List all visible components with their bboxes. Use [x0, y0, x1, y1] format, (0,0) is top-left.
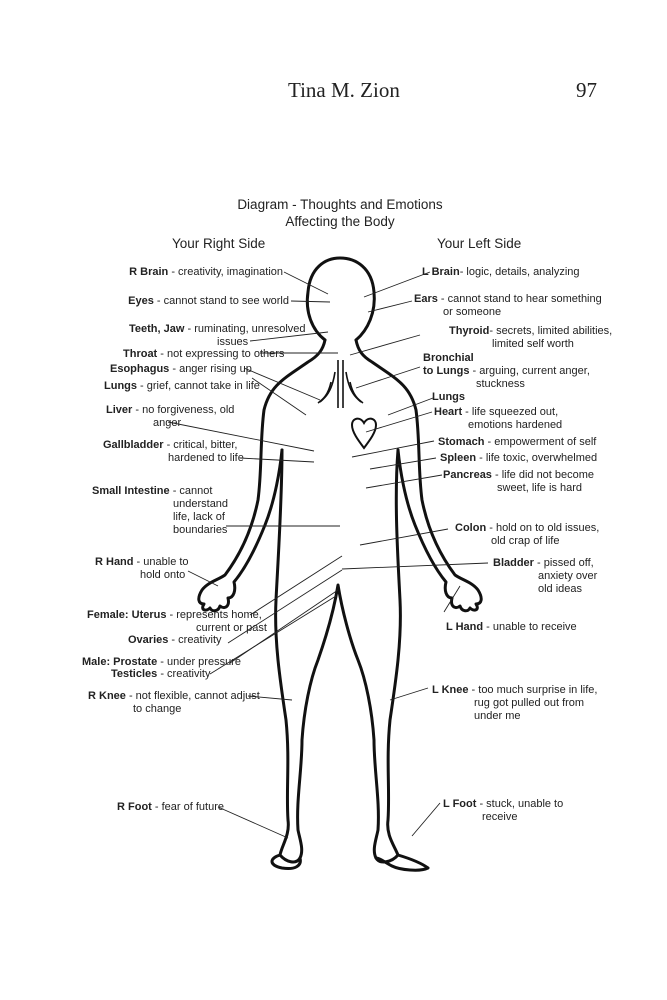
- label-ovaries: Ovaries - creativity: [128, 634, 222, 646]
- label-pancreas: Pancreas - life did not become sweet, life is hard: [443, 469, 595, 494]
- label-bronchial: Bronchial to Lungs - arguing, current anger, stuckness: [423, 352, 590, 390]
- label-colon: Colon - hold on to old issues, old crap of life: [455, 522, 600, 547]
- label-throat: Throat - not expressing to others: [123, 348, 285, 360]
- label-r-knee: R Knee - not flexible, cannot adjust to change: [88, 690, 260, 715]
- bronchial-lines: [318, 360, 363, 408]
- label-r-brain: R Brain - creativity, imagination: [129, 266, 283, 278]
- heart-icon: [352, 419, 376, 448]
- label-small-intestine: Small Intestine - cannot understand life, lack of boundaries: [92, 485, 229, 536]
- page-number: 97: [576, 78, 597, 102]
- label-l-foot: L Foot - stuck, unable to receive: [443, 798, 564, 823]
- label-r-foot: R Foot - fear of future: [117, 801, 224, 813]
- running-header-author: Tina M. Zion: [288, 78, 400, 102]
- label-prostate: Male: Prostate - under pressure: [82, 656, 241, 668]
- label-r-lungs: Lungs - grief, cannot take in life: [104, 380, 260, 392]
- label-bladder: Bladder - pissed off, anxiety over old ideas: [493, 557, 598, 595]
- label-testicles: Testicles - creativity: [111, 668, 211, 680]
- left-side-heading: Your Left Side: [437, 236, 522, 251]
- label-thyroid: Thyroid- secrets, limited abilities, limited self worth: [449, 325, 613, 350]
- label-uterus: Female: Uterus - represents home, current or past: [87, 609, 267, 634]
- label-l-brain: L Brain- logic, details, analyzing: [422, 266, 580, 278]
- label-ears: Ears - cannot stand to hear something or someone: [414, 293, 602, 318]
- label-l-knee: L Knee - too much surprise in life, rug got pulled out from under me: [432, 684, 598, 722]
- label-l-lungs: Lungs: [432, 391, 465, 403]
- diagram-title-line2: Affecting the Body: [285, 214, 395, 229]
- right-side-heading: Your Right Side: [172, 236, 266, 251]
- label-teeth-jaw: Teeth, Jaw - ruminating, unresolved issues: [129, 323, 306, 348]
- label-l-hand: L Hand - unable to receive: [446, 621, 577, 633]
- label-esophagus: Esophagus - anger rising up: [110, 363, 252, 375]
- label-liver: Liver - no forgiveness, old anger: [106, 404, 235, 429]
- label-stomach: Stomach - empowerment of self: [438, 436, 597, 448]
- label-r-hand: R Hand - unable to hold onto: [95, 556, 189, 581]
- diagram-title-line1: Diagram - Thoughts and Emotions: [237, 197, 443, 212]
- label-heart: Heart - life squeezed out, emotions hardened: [434, 406, 563, 431]
- label-eyes: Eyes - cannot stand to see world: [128, 295, 289, 307]
- label-gallbladder: Gallbladder - critical, bitter, hardened to life: [103, 439, 244, 464]
- label-spleen: Spleen - life toxic, overwhelmed: [440, 452, 598, 464]
